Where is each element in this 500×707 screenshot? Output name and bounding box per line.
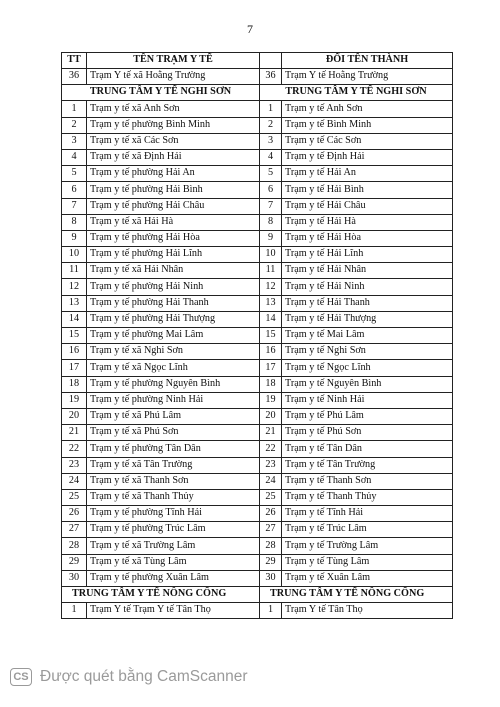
- row-number-renamed: 21: [260, 425, 282, 441]
- section-title-renamed: TRUNG TÂM Y TẾ NGHI SƠN: [260, 85, 453, 101]
- row-number-renamed: 1: [260, 603, 282, 619]
- renamed-station: Trạm y tế Nghi Sơn: [282, 344, 453, 360]
- table-row: [62, 166, 453, 182]
- renamed-station: Trạm y tế Hải Thượng: [282, 311, 453, 327]
- row-number-renamed: 18: [260, 376, 282, 392]
- table-row: [62, 344, 453, 360]
- row-number: 1: [62, 603, 87, 619]
- section-title: TRUNG TÂM Y TẾ NÔNG CỐNG: [62, 587, 260, 603]
- row-number: 23: [62, 457, 87, 473]
- row-number-renamed: 16: [260, 344, 282, 360]
- table-row: [62, 149, 453, 165]
- header-station-name: TÊN TRẠM Y TẾ: [87, 53, 260, 69]
- row-number: 12: [62, 279, 87, 295]
- row-number-renamed: 4: [260, 149, 282, 165]
- table-row: [62, 311, 453, 327]
- table-row: [62, 69, 453, 85]
- table-header-row: [62, 53, 453, 69]
- table-row: [62, 117, 453, 133]
- station-name: Trạm y tế xã Tùng Lâm: [87, 554, 260, 570]
- renamed-station: Trạm y tế Tân Dân: [282, 441, 453, 457]
- row-number: 8: [62, 214, 87, 230]
- row-number-renamed: 3: [260, 133, 282, 149]
- row-number-renamed: 23: [260, 457, 282, 473]
- renamed-station: Trạm y tế Tĩnh Hải: [282, 506, 453, 522]
- row-number-renamed: 36: [260, 69, 282, 85]
- section-title: TRUNG TÂM Y TẾ NGHI SƠN: [62, 85, 260, 101]
- station-name: Trạm y tế xã Phú Lâm: [87, 408, 260, 424]
- renamed-station: Trạm y tế Mai Lâm: [282, 328, 453, 344]
- row-number-renamed: 15: [260, 328, 282, 344]
- renamed-station: Trạm y tế Ngọc Lĩnh: [282, 360, 453, 376]
- row-number: 13: [62, 295, 87, 311]
- table-row: [62, 538, 453, 554]
- table-row: [62, 603, 453, 619]
- table-row: [62, 392, 453, 408]
- row-number-renamed: 13: [260, 295, 282, 311]
- row-number: 30: [62, 570, 87, 586]
- scanner-watermark: [10, 666, 248, 688]
- renamed-station: Trạm y tế Phú Lâm: [282, 408, 453, 424]
- row-number: 17: [62, 360, 87, 376]
- station-name: Trạm y tế phường Ninh Hải: [87, 392, 260, 408]
- table-row: [62, 408, 453, 424]
- row-number: 28: [62, 538, 87, 554]
- renamed-station: Trạm y tế Tân Trường: [282, 457, 453, 473]
- renamed-station: Trạm y tế Anh Sơn: [282, 101, 453, 117]
- row-number-renamed: 1: [260, 101, 282, 117]
- row-number: 7: [62, 198, 87, 214]
- section-header-row: [62, 587, 453, 603]
- renamed-station: Trạm y tế Hải Thanh: [282, 295, 453, 311]
- station-name: Trạm y tế phường Hải Thanh: [87, 295, 260, 311]
- scanner-text: Được quét bằng CamScanner: [40, 668, 248, 685]
- row-number-renamed: 20: [260, 408, 282, 424]
- table-row: [62, 198, 453, 214]
- renamed-station: Trạm y tế Tùng Lâm: [282, 554, 453, 570]
- row-number: 14: [62, 311, 87, 327]
- row-number: 22: [62, 441, 87, 457]
- renamed-station: Trạm Y tế Hoằng Trường: [282, 69, 453, 85]
- station-name: Trạm y tế xã Anh Sơn: [87, 101, 260, 117]
- table-row: [62, 230, 453, 246]
- row-number: 3: [62, 133, 87, 149]
- station-name: Trạm Y tế Trạm Y tế Tân Thọ: [87, 603, 260, 619]
- row-number-renamed: 26: [260, 506, 282, 522]
- row-number: 27: [62, 522, 87, 538]
- table-row: [62, 554, 453, 570]
- table-row: [62, 328, 453, 344]
- table-row: [62, 473, 453, 489]
- row-number: 1: [62, 101, 87, 117]
- table-row: [62, 214, 453, 230]
- renamed-station: Trạm y tế Trường Lâm: [282, 538, 453, 554]
- renamed-station: Trạm y tế Hải An: [282, 166, 453, 182]
- table-row: [62, 425, 453, 441]
- row-number: 15: [62, 328, 87, 344]
- table-row: [62, 570, 453, 586]
- table-row: [62, 101, 453, 117]
- table-row: [62, 133, 453, 149]
- renamed-station: Trạm y tế Hải Nhân: [282, 263, 453, 279]
- header-tt: TT: [62, 53, 87, 69]
- row-number: 29: [62, 554, 87, 570]
- station-name: Trạm y tế phường Mai Lâm: [87, 328, 260, 344]
- renamed-station: Trạm y tế Nguyên Bình: [282, 376, 453, 392]
- renamed-station: Trạm y tế Các Sơn: [282, 133, 453, 149]
- camscanner-logo-icon: CS: [10, 668, 32, 686]
- renamed-station: Trạm y tế Phú Sơn: [282, 425, 453, 441]
- station-name: Trạm y tế phường Hải Châu: [87, 198, 260, 214]
- table-row: [62, 247, 453, 263]
- renamed-station: Trạm y tế Trúc Lâm: [282, 522, 453, 538]
- table-body: [62, 69, 453, 619]
- station-name: Trạm y tế phường Tĩnh Hải: [87, 506, 260, 522]
- row-number: 25: [62, 489, 87, 505]
- row-number-renamed: 2: [260, 117, 282, 133]
- station-name: Trạm y tế xã Hải Hà: [87, 214, 260, 230]
- row-number: 5: [62, 166, 87, 182]
- table-row: [62, 295, 453, 311]
- table-row: [62, 182, 453, 198]
- station-name: Trạm y tế phường Hải Lĩnh: [87, 247, 260, 263]
- station-name: Trạm y tế phường Hải An: [87, 166, 260, 182]
- table-row: [62, 360, 453, 376]
- row-number-renamed: 6: [260, 182, 282, 198]
- row-number: 6: [62, 182, 87, 198]
- row-number: 11: [62, 263, 87, 279]
- table-row: [62, 457, 453, 473]
- station-name: Trạm y tế phường Nguyên Bình: [87, 376, 260, 392]
- renamed-station: Trạm y tế Bình Minh: [282, 117, 453, 133]
- station-name: Trạm y tế phường Hải Ninh: [87, 279, 260, 295]
- renamed-station: Trạm y tế Thanh Thủy: [282, 489, 453, 505]
- station-name: Trạm y tế phường Tân Dân: [87, 441, 260, 457]
- station-name: Trạm y tế phường Xuân Lâm: [87, 570, 260, 586]
- row-number: 26: [62, 506, 87, 522]
- row-number-renamed: 27: [260, 522, 282, 538]
- row-number: 9: [62, 230, 87, 246]
- renamed-station: Trạm y tế Hải Châu: [282, 198, 453, 214]
- row-number-renamed: 8: [260, 214, 282, 230]
- station-name: Trạm y tế phường Hải Hòa: [87, 230, 260, 246]
- station-name: Trạm y tế xã Phú Sơn: [87, 425, 260, 441]
- renamed-station: Trạm y tế Thanh Sơn: [282, 473, 453, 489]
- station-name: Trạm y tế xã Thanh Sơn: [87, 473, 260, 489]
- row-number-renamed: 12: [260, 279, 282, 295]
- station-name: Trạm y tế xã Thanh Thủy: [87, 489, 260, 505]
- row-number-renamed: 5: [260, 166, 282, 182]
- station-name: Trạm y tế xã Ngọc Lĩnh: [87, 360, 260, 376]
- station-name: Trạm y tế phường Trúc Lâm: [87, 522, 260, 538]
- row-number: 2: [62, 117, 87, 133]
- table-row: [62, 506, 453, 522]
- renamed-station: Trạm y tế Hải Hòa: [282, 230, 453, 246]
- health-station-table: [61, 52, 453, 619]
- renamed-station: Trạm y tế Định Hải: [282, 149, 453, 165]
- section-header-row: [62, 85, 453, 101]
- renamed-station: Trạm y tế Hải Lĩnh: [282, 247, 453, 263]
- row-number-renamed: 30: [260, 570, 282, 586]
- row-number-renamed: 28: [260, 538, 282, 554]
- row-number: 18: [62, 376, 87, 392]
- station-name: Trạm y tế xã Hải Nhân: [87, 263, 260, 279]
- station-name: Trạm y tế xã Định Hải: [87, 149, 260, 165]
- row-number: 10: [62, 247, 87, 263]
- table-row: [62, 489, 453, 505]
- renamed-station: Trạm y tế Hải Ninh: [282, 279, 453, 295]
- row-number-renamed: 14: [260, 311, 282, 327]
- table-row: [62, 279, 453, 295]
- row-number-renamed: 25: [260, 489, 282, 505]
- row-number: 36: [62, 69, 87, 85]
- page-number: 7: [247, 22, 253, 36]
- row-number: 20: [62, 408, 87, 424]
- table-row: [62, 441, 453, 457]
- section-title-renamed: TRUNG TÂM Y TẾ NÔNG CỐNG: [260, 587, 453, 603]
- station-name: Trạm y tế phường Bình Minh: [87, 117, 260, 133]
- row-number-renamed: 29: [260, 554, 282, 570]
- row-number: 24: [62, 473, 87, 489]
- renamed-station: Trạm Y tế Tân Thọ: [282, 603, 453, 619]
- row-number-renamed: 11: [260, 263, 282, 279]
- row-number-renamed: 10: [260, 247, 282, 263]
- renamed-station: Trạm y tế Hải Hà: [282, 214, 453, 230]
- table-row: [62, 263, 453, 279]
- station-name: Trạm y tế xã Trường Lâm: [87, 538, 260, 554]
- header-tt-2: [260, 53, 282, 69]
- row-number-renamed: 22: [260, 441, 282, 457]
- row-number-renamed: 19: [260, 392, 282, 408]
- renamed-station: Trạm y tế Ninh Hải: [282, 392, 453, 408]
- row-number-renamed: 24: [260, 473, 282, 489]
- station-name: Trạm y tế xã Tân Trường: [87, 457, 260, 473]
- table-row: [62, 522, 453, 538]
- row-number-renamed: 9: [260, 230, 282, 246]
- station-name: Trạm y tế xã Nghi Sơn: [87, 344, 260, 360]
- station-name: Trạm y tế xã Các Sơn: [87, 133, 260, 149]
- row-number: 4: [62, 149, 87, 165]
- row-number-renamed: 17: [260, 360, 282, 376]
- station-name: Trạm y tế phường Hải Bình: [87, 182, 260, 198]
- row-number: 19: [62, 392, 87, 408]
- table-row: [62, 376, 453, 392]
- station-name: Trạm y tế phường Hải Thượng: [87, 311, 260, 327]
- station-name: Trạm Y tế xã Hoằng Trường: [87, 69, 260, 85]
- row-number-renamed: 7: [260, 198, 282, 214]
- renamed-station: Trạm y tế Xuân Lâm: [282, 570, 453, 586]
- row-number: 21: [62, 425, 87, 441]
- header-renamed-to: ĐỔI TÊN THÀNH: [282, 53, 453, 69]
- row-number: 16: [62, 344, 87, 360]
- renamed-station: Trạm y tế Hải Bình: [282, 182, 453, 198]
